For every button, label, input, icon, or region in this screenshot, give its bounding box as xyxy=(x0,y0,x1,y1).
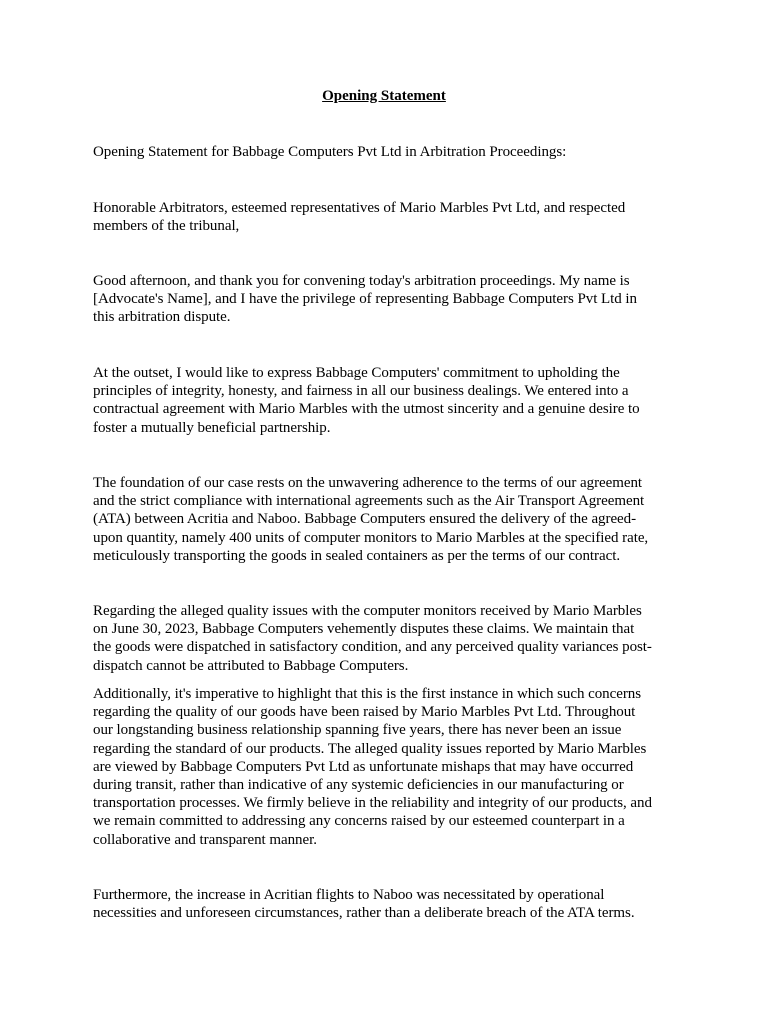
paragraph-commitment xyxy=(93,364,683,437)
paragraph-line: contractual agreement with Mario Marbles with the utmost sincerity and a genuine desire to xyxy=(93,401,640,418)
paragraph-line: Opening Statement for Babbage Computers Pvt Ltd in Arbitration Proceedings: xyxy=(93,144,567,160)
paragraph-line: The foundation of our case rests on the unwavering adherence to the terms of our agreement xyxy=(93,475,643,491)
paragraph-line: [Advocate's Name], and I have the privilege of representing Babbage Computers Pvt Ltd in xyxy=(93,291,637,308)
paragraph-line: meticulously transporting the goods in sealed containers as per the terms of our contract. xyxy=(93,547,621,564)
paragraph-line: on June 30, 2023, Babbage Computers vehemently disputes these claims. We maintain that xyxy=(93,621,635,638)
paragraph-intro xyxy=(93,143,683,161)
paragraph-line: Honorable Arbitrators, esteemed representatives of Mario Marbles Pvt Ltd, and respected xyxy=(93,200,626,216)
paragraph-line: upon quantity, namely 400 units of computer monitors to Mario Marbles at the specified rate, xyxy=(93,529,649,546)
paragraph-furthermore xyxy=(93,886,683,922)
paragraph-line: At the outset, I would like to express Babbage Computers' commitment to upholding the xyxy=(93,365,620,381)
paragraph-salutation xyxy=(93,199,683,235)
paragraph-line: Furthermore, the increase in Acritian flights to Naboo was necessitated by operational xyxy=(93,887,605,903)
paragraph-line: members of the tribunal, xyxy=(93,218,240,235)
paragraph-line: are viewed by Babbage Computers Pvt Ltd as unfortunate mishaps that may have occurred xyxy=(93,758,634,775)
paragraph-line: this arbitration dispute. xyxy=(93,309,231,326)
paragraph-line: transportation processes. We firmly believe in the reliability and integrity of our products, and xyxy=(93,795,652,812)
paragraph-line: regarding the quality of our goods have been raised by Mario Marbles Pvt Ltd. Throughout xyxy=(93,704,636,721)
paragraph-line: the goods were dispatched in satisfactory condition, and any perceived quality variances post- xyxy=(93,639,652,656)
paragraph-line: our longstanding business relationship spanning five years, there has never been an issue xyxy=(93,722,622,739)
paragraph-line: principles of integrity, honesty, and fairness in all our business dealings. We entered into a xyxy=(93,383,629,400)
paragraph-greeting xyxy=(93,272,683,327)
paragraph-line: necessities and unforeseen circumstances, rather than a deliberate breach of the ATA terms. xyxy=(93,905,635,922)
paragraph-line: and the strict compliance with international agreements such as the Air Transport Agreement xyxy=(93,493,645,510)
paragraph-line: collaborative and transparent manner. xyxy=(93,831,317,848)
paragraph-foundation xyxy=(93,474,683,565)
paragraph-line: regarding the standard of our products. The alleged quality issues reported by Mario Marbles xyxy=(93,740,647,757)
paragraph-line: Additionally, it's imperative to highlight that this is the first instance in which such concerns xyxy=(93,686,642,702)
paragraph-additionally xyxy=(93,685,683,849)
paragraph-line: we remain committed to addressing any concerns raised by our esteemed counterpart in a xyxy=(93,813,625,830)
paragraph-line: Regarding the alleged quality issues with the computer monitors received by Mario Marbles xyxy=(93,603,642,619)
paragraph-line: dispatch cannot be attributed to Babbage Computers. xyxy=(93,657,409,674)
paragraph-line: Good afternoon, and thank you for convening today's arbitration proceedings. My name is xyxy=(93,273,630,289)
paragraph-line: (ATA) between Acritia and Naboo. Babbage Computers ensured the delivery of the agreed- xyxy=(93,511,637,528)
page-title: Opening Statement xyxy=(322,88,446,104)
paragraph-quality-claims xyxy=(93,602,683,675)
paragraph-line: during transit, rather than indicative of any systemic deficiencies in our manufacturing or xyxy=(93,777,624,794)
paragraph-line: foster a mutually beneficial partnership. xyxy=(93,419,331,436)
